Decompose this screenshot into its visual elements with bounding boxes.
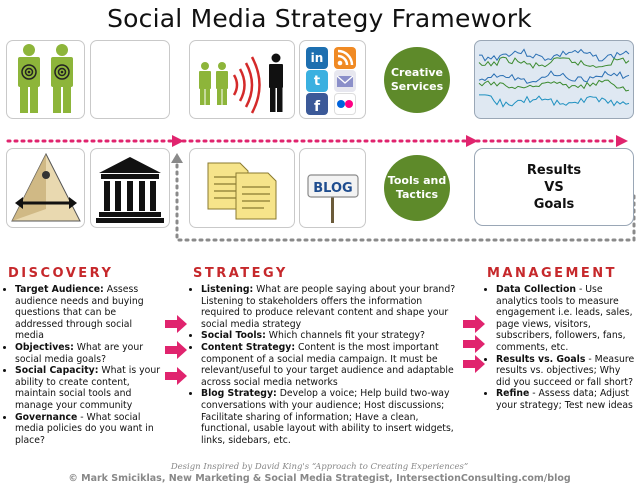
results-vs-goals-box xyxy=(474,148,634,226)
blog-sign-text: BLOG xyxy=(313,181,353,196)
list-item-text: What is your ability to create content, maintain social tools and manage your community xyxy=(15,365,161,411)
list-item-text: - Use analytics tools to measure engagement i.e. leads, sales, page views, visitors, subscribers, followers, fans, comments, etc. xyxy=(496,284,633,353)
analytics-line xyxy=(479,57,629,68)
analytics-lines xyxy=(475,41,633,118)
list-item-text: - Assess data; Adjust your strategy; Test new ideas xyxy=(496,388,633,411)
pyramid-icon xyxy=(7,149,84,227)
flickr-icon xyxy=(334,93,356,115)
list-item xyxy=(15,342,163,365)
strategy-to-management-arrows xyxy=(461,300,487,460)
pink-arrow xyxy=(463,355,485,373)
target-people-icon xyxy=(7,41,84,118)
list-item xyxy=(201,330,460,342)
list-item-text: Assess audience needs and buying questions that can be addressed through social media xyxy=(15,284,144,342)
flow-arrow-1 xyxy=(172,135,184,147)
list-item-term: Blog Strategy: xyxy=(201,388,277,400)
credit-author: © Mark Smiciklas, New Marketing & Social Media Strategist, IntersectionConsulting.com/blog xyxy=(68,473,571,484)
list-item xyxy=(15,412,163,447)
pink-arrow xyxy=(165,367,187,385)
content-strategy-panel xyxy=(189,148,295,228)
twitter-icon: t xyxy=(306,70,328,92)
list-item-term: Objectives: xyxy=(15,341,74,353)
rss-icon xyxy=(334,47,356,69)
flow-arrow-2 xyxy=(466,135,478,147)
tools-tactics-circle: Tools and Tactics xyxy=(384,155,450,221)
list-item xyxy=(496,284,637,354)
pink-arrow xyxy=(463,335,485,353)
list-item-term: Data Collection xyxy=(496,284,576,295)
list-item-text: Develop a voice; Help build two-way conversations with your audience; Host discussions; Facilitate sharing of information; Have a clean, functional, usable layout with ability to insert widgets, links, sidebars, etc. xyxy=(201,388,454,446)
list-item xyxy=(496,388,637,411)
analytics-line xyxy=(479,80,629,91)
documents-icon xyxy=(190,149,294,227)
list-item xyxy=(15,284,163,342)
page-title: Social Media Strategy Framework xyxy=(107,4,532,33)
linkedin-icon: in xyxy=(306,47,328,69)
target-audience-panel xyxy=(6,40,85,119)
list-item-term: Target Audience: xyxy=(15,284,104,295)
discovery-heading: DISCOVERY xyxy=(8,266,114,281)
strategy-heading: STRATEGY xyxy=(193,266,288,281)
list-item-term: Listening: xyxy=(201,284,254,295)
building-icon xyxy=(91,149,169,227)
strategy-column xyxy=(192,284,460,446)
list-item-text: Which channels fit your strategy? xyxy=(265,330,425,342)
list-item-text: What are people saying about your brand? Listening to stakeholders offers the information required to produce relevant content and shape your social media strategy xyxy=(201,284,456,330)
blog-panel xyxy=(299,148,366,228)
pink-arrow xyxy=(165,341,187,359)
pink-arrow xyxy=(463,315,485,333)
discovery-to-strategy-arrows xyxy=(163,300,189,460)
list-item-term: Content Strategy: xyxy=(201,341,296,353)
analytics-chart-panel xyxy=(474,40,634,119)
list-item-text: What are your social media goals? xyxy=(15,341,144,365)
pink-arrow xyxy=(165,315,187,333)
list-item-text: Content is the most important component of a social media campaign. It must be relevant/useful to your target audience and adaptable across social media networks xyxy=(201,341,454,388)
list-item xyxy=(496,354,637,389)
email-icon xyxy=(334,70,356,92)
list-item-text: - Measure results vs. objectives; Why did you succeed or fall short? xyxy=(496,353,635,388)
list-item-term: Social Capacity: xyxy=(15,365,99,377)
social-tools-panel xyxy=(299,40,366,119)
governance-panel xyxy=(90,148,170,228)
strategy-list xyxy=(192,284,460,446)
list-item-term: Refine xyxy=(496,388,530,400)
management-list xyxy=(487,284,637,412)
list-item-term: Results vs. Goals xyxy=(496,353,586,365)
management-column xyxy=(487,284,637,412)
management-heading: MANAGEMENT xyxy=(487,266,618,281)
creative-services-circle: Creative Services xyxy=(384,47,450,113)
empty-panel-top xyxy=(90,40,170,119)
list-item xyxy=(201,284,460,330)
facebook-icon: f xyxy=(306,93,328,115)
blog-sign-icon xyxy=(300,149,365,227)
feedback-arrow xyxy=(171,153,183,163)
flow-arrow-3 xyxy=(616,135,628,147)
list-item xyxy=(201,388,460,446)
listening-icon xyxy=(190,41,294,118)
analytics-line xyxy=(479,95,629,107)
discovery-column xyxy=(6,284,163,446)
list-item xyxy=(15,365,163,411)
credit-inspiration: Design Inspired by David King's “Approach to Creating Experiences” xyxy=(170,462,469,472)
list-item-term: Governance xyxy=(15,411,78,423)
discovery-list xyxy=(6,284,163,446)
listening-panel xyxy=(189,40,295,119)
list-item xyxy=(201,342,460,388)
list-item-term: Social Tools: xyxy=(201,330,266,342)
objectives-panel xyxy=(6,148,85,228)
results-vs-goals-text: Results VS Goals xyxy=(526,162,582,212)
list-item-text: - What social media policies do you want in place? xyxy=(15,411,154,446)
